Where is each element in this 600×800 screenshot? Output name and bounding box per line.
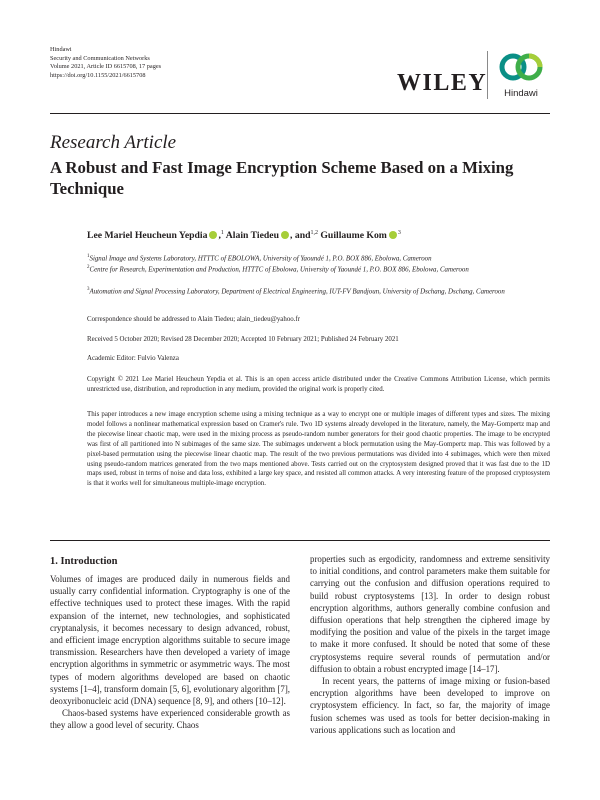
affiliation [87, 285, 542, 298]
author-affiliation-mark: 1 [220, 230, 224, 236]
header-rule [50, 113, 550, 114]
orcid-icon[interactable] [209, 231, 217, 239]
affiliation-mark: 1 [87, 254, 90, 259]
orcid-icon[interactable] [281, 231, 289, 239]
author-name[interactable]: Lee Mariel Heucheun Yepdia [87, 230, 208, 242]
journal-header [50, 46, 161, 80]
affiliation-text: Signal Image and Systems Laboratory, HTTTC of EBOLOWA, University of Yaoundé 1, P.O. BOX 886, Ebolowa, Cameroon [89, 255, 432, 263]
author-name[interactable]: Alain Tiedeu [225, 230, 279, 242]
author-affiliation-mark: 3 [397, 230, 401, 236]
author-list [87, 230, 401, 241]
body-paragraph: Volumes of images are produced daily in numerous fields and usually carry confidential information. Cryptography is one of the effective techniques used to protect these images. With the rapid expansion of the internet, new technologies, and sophisticated cryptanalysis, it becomes necessary to design advanced, robust, and efficient image encryption algorithms suitable to secure image transmission. Researchers have then developed a variety of image encryption algorithms in symmetric or asymmetric ways. The most types of modern algorithms developed are based on chaotic systems [1–4], transform domain [5, 6], evolutionary algorithm [7], deoxyribonucleic acid (DNA) sequence [8, 9], and others [10–12]. [50, 574, 290, 707]
section-heading: 1. Introduction [50, 556, 118, 567]
body-paragraph: properties such as ergodicity, randomness and extreme sensitivity to initial conditions, and control parameters make them suitable for carrying out the confusion and diffusion operations required to build robust cryptosystems [13]. In order to design robust encryption algorithms, authors generally combine confusion and diffusion operations that help strengthen the ciphered image by modifying the position and value of the pixels in the target image to make it more confused. It should be noted that some of these cryptosystems require several rounds of permutation and/or diffusion to obtain a robust encrypted image [14–17]. [310, 554, 550, 674]
abstract: This paper introduces a new image encryption scheme using a mixing technique as a way to encrypt one or multiple images of different types and sizes. The mixing model follows a nonlinear mathematical expression based on Cramer's rule. Two 1D systems already developed in the literature, namely, the May-Gompertz map and the piecewise linear chaotic map, were used in the mixing process as pseudo-random number generators for their good chaotic properties. The image to be encrypted was first of all partitioned into N subimages of the same size. The subimages underwent a block permutation using the May-Gompertz map. This was followed by a pixel-based permutation using the piecewise linear chaotic map. The result of the two previous permutations was divided into 4 subimages, which were then mixed using pseudo-random matrices generated from the two maps mentioned above. Tests carried out on the cryptosystem designed proved that it was fast due to the 1D maps used, robust in terms of noise and data loss, exhibited a large key space, and resisted all common attacks. A very interesting feature of the proposed cryptosystem is that it works well for simultaneous multiple-image encryption. [87, 411, 550, 488]
body-column-left [50, 573, 290, 732]
logo-divider [487, 51, 488, 99]
affiliation [87, 263, 542, 276]
orcid-icon[interactable] [389, 231, 397, 239]
abstract-rule [50, 540, 550, 541]
body-paragraph: In recent years, the patterns of image mixing or fusion-based encryption algorithms have been developed to improve on cryptosystem efficiency. In fact, so far, the majority of image fusion schemes was used as tools for better decision-making in various applications such as location and [310, 676, 550, 735]
author-affiliation-mark: 1,2 [310, 230, 318, 236]
journal-name: Security and Communication Networks [50, 54, 150, 62]
article-type: Research Article [50, 132, 177, 153]
hindawi-logo-icon [496, 50, 546, 84]
doi-link[interactable]: https://doi.org/10.1155/2021/6615708 [50, 71, 146, 79]
volume-line: Volume 2021, Article ID 6615708, 17 pages [50, 63, 162, 71]
correspondence: Correspondence should be addressed to Alain Tiedeu; alain_tiedeu@yahoo.fr [87, 316, 301, 323]
article-title: A Robust and Fast Image Encryption Scheme Based on a Mixing Technique [50, 158, 514, 198]
hindawi-logo-text: Hindawi [504, 88, 538, 99]
academic-editor: Academic Editor: Fulvio Valenza [87, 355, 179, 362]
body-paragraph: Chaos-based systems have experienced considerable growth as they allow a good level of security. Chaos [50, 708, 290, 731]
wiley-logo: WILEY [397, 70, 488, 96]
copyright-notice: Copyright © 2021 Lee Mariel Heucheun Yepdia et al. This is an open access article distributed under the Creative Commons Attribution License, which permits unrestricted use, distribution, and reproduction in any medium, provided the original work is properly cited. [87, 376, 550, 393]
author-name[interactable]: Guillaume Kom [320, 230, 387, 242]
affiliation-mark: 2 [87, 265, 90, 270]
affiliation-text: Automation and Signal Processing Laboratory, Department of Electrical Engineering, IUT-FV Bandjoun, University of Dschang, Dschang, Cameroon [89, 288, 505, 296]
hindawi-ring-accent [529, 56, 540, 67]
article-dates: Received 5 October 2020; Revised 28 December 2020; Accepted 10 February 2021; Published 24 February 2021 [87, 336, 399, 343]
affiliation-text: Centre for Research, Experimentation and Production, HTTTC of Ebolowa, University of Yaoundé 1, P.O. BOX 886, Ebolowa, Cameroon [89, 266, 469, 274]
affiliation-mark: 3 [87, 287, 90, 292]
author-separator: , and [290, 230, 311, 242]
publisher-name: Hindawi [50, 46, 72, 53]
body-column-right [310, 553, 550, 736]
author-separator: , [218, 230, 221, 242]
